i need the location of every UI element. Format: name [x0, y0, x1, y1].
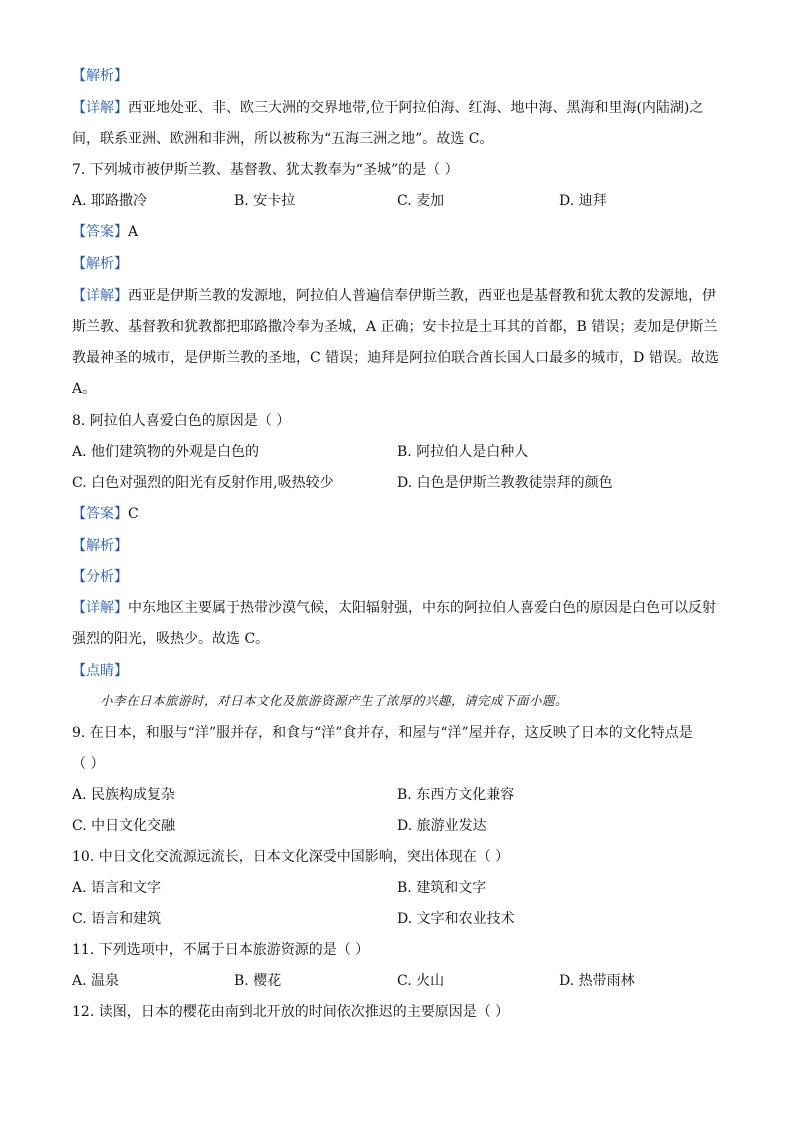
option-d: D. 白色是伊斯兰教教徒崇拜的颜色	[397, 475, 613, 491]
answer-value: C	[128, 506, 139, 522]
option-b: B. 阿拉伯人是白种人	[397, 444, 529, 460]
option-c: C. 火山	[397, 973, 445, 989]
question-stem-7: 7. 下列城市被伊斯兰教、基督教、犹太教奉为“圣城”的是（ ）	[72, 162, 459, 178]
detail-text: 强烈的阳光，吸热少。故选 C。	[72, 631, 270, 647]
detail-line	[72, 286, 716, 306]
detail-text: 西亚是伊斯兰教的发源地，阿拉伯人普遍信奉伊斯兰教，西亚也是基督教和犹太教的发源地，伊	[128, 288, 716, 304]
option-d: D. 文字和农业技术	[397, 911, 515, 927]
analysis-tag: 【解析】	[72, 68, 128, 84]
question-stem-9: 9. 在日本，和服与“洋”服并存，和食与“洋”食并存，和屋与“洋”屋并存，这反映了日本的文化特点是	[72, 725, 693, 741]
option-a: A. 温泉	[72, 973, 120, 989]
detail-text: A。	[72, 381, 97, 397]
option-a: A. 他们建筑物的外观是白色的	[72, 444, 260, 460]
detail-text: 间，联系亚洲、欧洲和非洲，所以被称为“五海三洲之地”。故选 C。	[72, 131, 494, 147]
option-a: A. 民族构成复杂	[72, 787, 176, 803]
handwritten-intro: 小李在日本旅游时，对日本文化及旅游资源产生了浓厚的兴趣，请完成下面小题。	[100, 693, 569, 708]
option-b: B. 樱花	[234, 973, 282, 989]
breakdown-tag: 【分析】	[72, 569, 128, 585]
detail-text: 中东地区主要属于热带沙漠气候，太阳辐射强，中东的阿拉伯人喜爱白色的原因是白色可以反射	[128, 600, 716, 616]
detail-tag: 【详解】	[72, 600, 128, 616]
option-c: C. 白色对强烈的阳光有反射作用,吸热较少	[72, 475, 334, 491]
option-b: B. 建筑和文字	[397, 880, 487, 896]
option-d: D. 旅游业发达	[397, 818, 487, 834]
analysis-tag: 【解析】	[72, 538, 128, 554]
question-stem-12: 12. 读图，日本的樱花由南到北开放的时间依次推迟的主要原因是（ ）	[72, 1004, 510, 1020]
detail-line	[72, 98, 703, 118]
answer-tag: 【答案】	[72, 506, 128, 522]
detail-tag: 【详解】	[72, 100, 128, 116]
question-stem-11: 11. 下列选项中，不属于日本旅游资源的是（ ）	[72, 942, 370, 958]
option-b: B. 东西方文化兼容	[397, 787, 515, 803]
detail-tag: 【详解】	[72, 288, 128, 304]
detail-text: 斯兰教、基督教和犹教都把耶路撒冷奉为圣城，A 正确；安卡拉是土耳其的首都，B 错误；麦加是伊斯兰	[72, 319, 718, 335]
option-a: A. 语言和文字	[72, 880, 162, 896]
question-paren: （ ）	[72, 756, 105, 772]
answer-value: A	[128, 224, 139, 240]
comment-tag: 【点睛】	[72, 663, 128, 679]
detail-text: 西亚地处亚、非、欧三大洲的交界地带,位于阿拉伯海、红海、地中海、黑海和里海(内陆湖)之	[128, 100, 704, 116]
answer-line	[72, 222, 138, 242]
analysis-tag: 【解析】	[72, 256, 128, 272]
option-c: C. 语言和建筑	[72, 911, 162, 927]
option-d: D. 迪拜	[559, 193, 607, 209]
detail-text: 教最神圣的城市，是伊斯兰教的圣地，C 错误；迪拜是阿拉伯联合酋长国人口最多的城市，D 错误。故选	[72, 350, 719, 366]
answer-line	[72, 504, 139, 524]
option-b: B. 安卡拉	[234, 193, 296, 209]
question-stem-10: 10. 中日文化交流源远流长，日本文化深受中国影响，突出体现在（ ）	[72, 849, 510, 865]
answer-tag: 【答案】	[72, 224, 128, 240]
option-d: D. 热带雨林	[559, 973, 635, 989]
option-c: C. 中日文化交融	[72, 818, 176, 834]
detail-line	[72, 598, 716, 618]
option-a: A. 耶路撒冷	[72, 193, 148, 209]
question-stem-8: 8. 阿拉伯人喜爱白色的原因是（ ）	[72, 413, 291, 429]
option-c: C. 麦加	[397, 193, 445, 209]
